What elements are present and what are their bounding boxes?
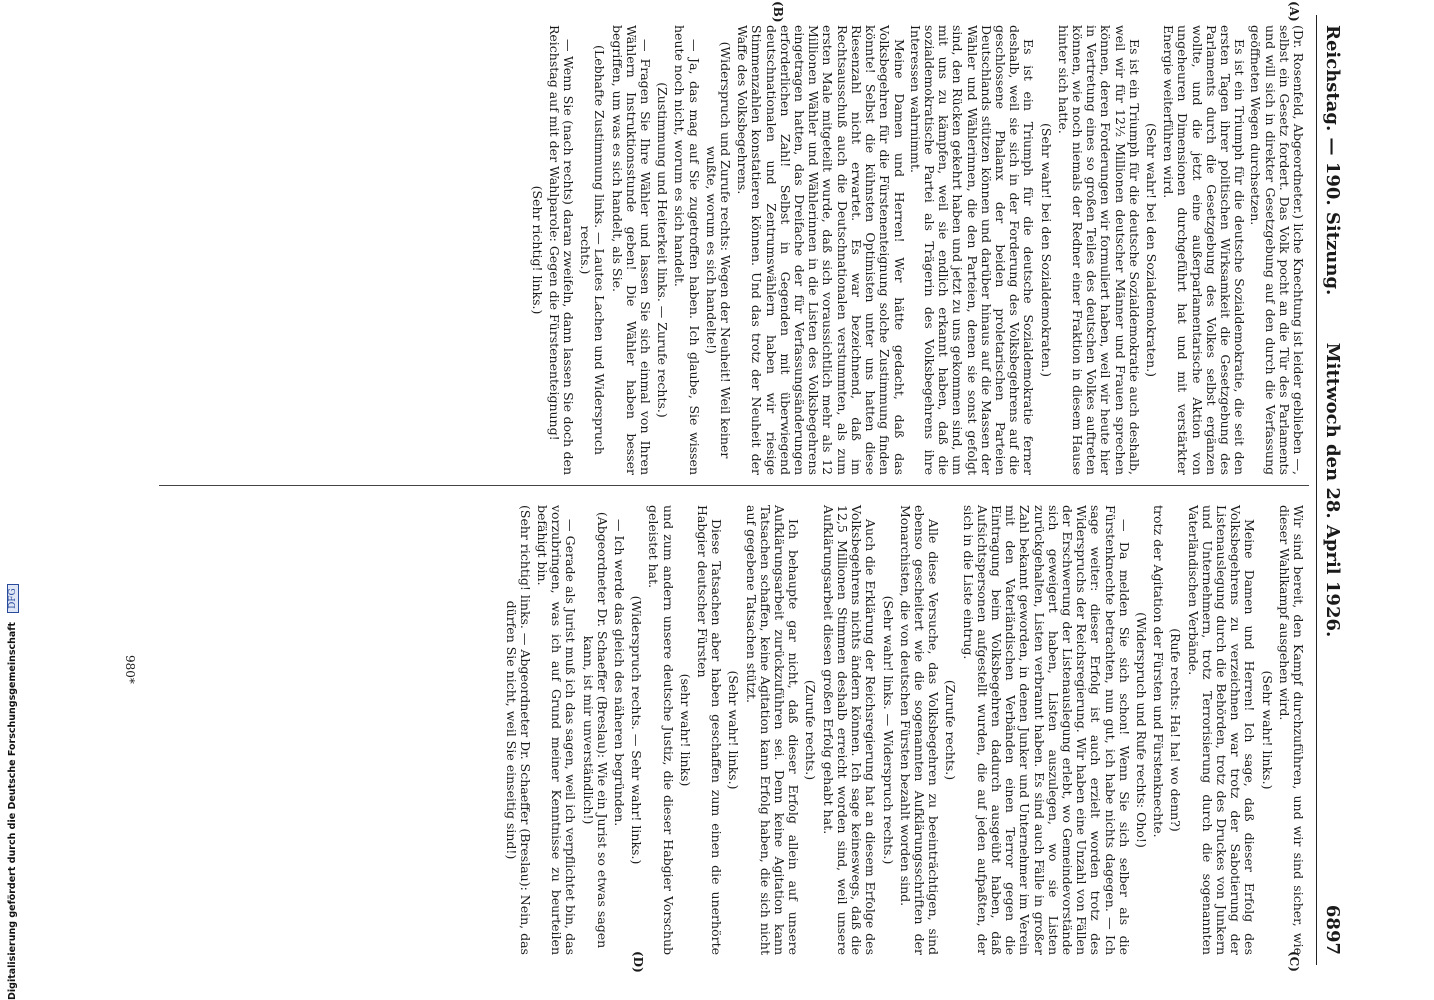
- right-text-column: [500, 505, 1305, 955]
- footer-credit: [0, 0, 16, 1000]
- interjection: (Sehr wahr! bei den Sozialdemokraten.): [1038, 122, 1054, 378]
- paragraph: — Ich werde das gleich des näheren begründen.: [612, 519, 628, 827]
- paragraph: Meine Damen und Herren! Ich sage, daß dieser Erfolg des Volksbegehrens zu verzeichnen war trotz der Sabotierung der Listenauslegung durch die Behörden, trotz des Druckes von Junkern und Unternehmern, trotz Terrorisierung durch die sogenannten Vaterländischen Verbände.: [1185, 505, 1258, 955]
- header-page-number: 6897: [1322, 904, 1343, 955]
- interjection: (Widerspruch rechts. — Sehr wahr! links.): [629, 595, 645, 865]
- interjection: (Zurufe rechts.): [803, 679, 819, 781]
- margin-marker-d: (D): [631, 951, 645, 973]
- interjection: (Abgeordneter Dr. Schaeffer (Breslau): Wie ein Jurist so etwas sagen kann, ist mir unverständlich!): [580, 511, 610, 949]
- interjection: (Sehr wahr! bei den Sozialdemokraten.): [1143, 122, 1159, 378]
- header-session: Reichstag. — 190. Sitzung.: [1322, 25, 1343, 296]
- paragraph: Wir sind bereit, den Kampf durchzuführen, und wir sind sicher, wie dieser Wahlkampf ausgehen wird.: [1276, 505, 1306, 955]
- interjection: (Zurufe rechts.): [943, 679, 959, 781]
- paragraph: (Dr. Rosenfeld, Abgeordneter.) liche Knechtung ist leider geblieben —, selbst ein Gesetz fordert. Das Volk pocht an die Tür des Parlaments und will sich in direkter Gesetzgebung auf den durch die Verfassung geöffneten Wegen durchsetzen.: [1248, 25, 1306, 475]
- margin-marker-a: (A): [1287, 1, 1301, 22]
- interjection: (Zustimmung und Heiterkeit links. — Zurufe rechts.): [655, 82, 671, 418]
- interjection: (Widerspruch und Zurufe rechts: Wegen der Neuheit! Weil keiner wußte, worum es sich handelte!): [703, 41, 734, 459]
- margin-marker-c: (C): [1287, 951, 1301, 972]
- rotated-page-scan: [85, 1, 1345, 973]
- paragraph: Es ist ein Triumph für die deutsche Sozialdemokratie ferner deshalb, weil sie sich in der Forderung des Volksbegehrens auf die geschlossene Phalanx der beiden proletarischen Parteien Deutschlands stützen können und darüber hinaus auf die Massen der Wähler und Wählerinnen, die den Parteien, denen sie sonst gefolgt sind, den Rücken gekehrt haben und jetzt zu uns gekommen sind, um mit uns zu kämpfen, weil sie endlich erkannt haben, daß die sozialdemokratische Partei als Trägerin des Volksbegehrens ihre Interessen wahrnimmt.: [907, 25, 1037, 475]
- paragraph: Es ist ein Triumph für die deutsche Sozialdemokratie, die seit den ersten Tagen ihrer politischen Wirksamkeit die Gesetzgebung des Parlaments durch die Gesetzgebung des Volkes selbst ergänzen wollte, und die jetzt eine außerparlamentarische Aktion von ungeheuren Dimensionen durchgeführt hat und mit verstärkter Energie weiterführen wird.: [1161, 25, 1248, 475]
- paragraph: — Ja, das mag auf Sie zugetroffen haben. Ich glaube, Sie wissen heute noch nicht, worum es sich handelt.: [672, 25, 702, 475]
- paragraph: Ich behaupte gar nicht, daß dieser Erfolg allein auf unsere Aufklärungsarbeit zurückzuführen sei. Denn keine Agitation kann Tatsachen schaffen, keine Agitation kann Erfolg haben, die sich nicht auf gegebene Tatsachen stützt.: [743, 505, 802, 955]
- left-text-column: [526, 25, 1305, 475]
- paragraph: Es ist ein Triumph für die deutsche Sozialdemokratie auch deshalb, weil wir für 12½ Millionen deutscher Männer und Frauen sprechen können, deren Forderungen wir formuliert haben, weil wir heute hier in Vertretung eines so großen Teiles des deutschen Volkes auftreten können, wie noch niemals der Redner einer Fraktion in diesem Hause hinter sich hatte.: [1055, 25, 1142, 475]
- interjection: (Sehr wahr! links.): [1259, 670, 1275, 790]
- interjection: (Rufe rechts: Ha! ha! wo denn?): [1168, 628, 1184, 832]
- paragraph: Diese Tatsachen aber haben geschaffen zum einen die unerhörte Habgier deutscher Fürsten: [695, 505, 725, 955]
- column-divider: [159, 485, 1309, 486]
- interjection: (sehr wahr! links): [677, 673, 693, 787]
- page-header: [1316, 15, 1345, 965]
- interjection: (Sehr richtig! links.): [529, 185, 545, 315]
- sheet-number: 980*: [123, 655, 137, 684]
- interjection: (Sehr wahr! links.): [726, 670, 742, 790]
- paragraph: — Fragen Sie Ihre Wähler und lassen Sie sich einmal von Ihren Wählern Instruktionsstunde geben! Die Wähler haben besser begriffen, um was es sich handelt, als Sie.: [609, 25, 654, 475]
- margin-marker-b: (B): [771, 1, 785, 23]
- paragraph: und zum andern unsere deutsche Justiz, die dieser Habgier Vorschub geleistet hat.: [646, 505, 676, 955]
- header-date: Mittwoch den 28. April 1926.: [1322, 342, 1343, 638]
- interjection: (Sehr richtig! links. — Abgeordneter Dr. Schaeffer (Breslau): Nein, das dürfen Sie nicht, weil Sie einseitig sind!): [503, 505, 533, 955]
- interjection: (Lebhafte Zustimmung links. — Lautes Lachen und Widerspruch rechts.): [578, 45, 608, 455]
- dfg-logo-icon: DFG: [7, 584, 19, 613]
- paragraph: — Gerade als Jurist muß ich das sagen, weil ich verpflichtet bin, das vorzubringen, was ich auf Grund meiner Kenntnisse zu beurteilen befähigt bin.: [535, 505, 579, 955]
- paragraph: Meine Damen und Herren! Wer hätte gedacht, daß das Volksbegehren für die Fürstenenteignung solche Zustimmung finden könnte! Selbst die kühnsten Optimisten unter uns hatten diese Riesenzahl nicht erwartet. Es war bezeichnend, daß im Rechtsausschuß auch die Deutschnationalen verstummten, als zum ersten Male mitgeteilt wurde, daß sich voraussichtlich mehr als 12 Millionen Wähler und Wählerinnen in die Listen des Volksbegehrens eingetragen hatten, das Dreifache der für Verfassungsänderungen erforderlichen Zahl! Selbst in Gegenden mit überwiegend deutschnationalen und Zentrumswählern haben wir riesige Stimmenzahlen konstatieren können. Und das trotz der Neuheit der Waffe des Volksbegehrens.: [735, 25, 907, 475]
- paragraph: — Da melden Sie sich schon! Wenn Sie sich selber als die Fürstenknechte betrachten, nun gut, ich habe nichts dagegen. — Ich sage weiter: dieser Erfolg ist auch erzielt worden trotz des Widerspruchs der Reichsregierung. Wir haben eine Unzahl von Fällen der Erschwerung der Listenauslegung erlebt, wo Gemeindevorstände sich geweigert haben, Listen auszulegen, wo sie Listen zurückgehalten, Listen verbrannt haben. Es sind auch Fälle in großer Zahl bekannt geworden, in denen Junker und Unternehmer im Verein mit den Vaterländischen Verbänden einen Terror gegen die Eintragung beim Volksbegehren dadurch ausgeübt haben, daß Aufsichtspersonen aufgestellt wurden, die auf jeden aufpaßten, der sich in die Liste eintrug.: [960, 505, 1132, 955]
- paragraph: — Wenn Sie (nach rechts) daran zweifeln, dann lassen Sie doch den Reichstag auf mit der Wahlparole: Gegen die Fürstenenteignung!: [546, 25, 577, 475]
- paragraph: Alle diese Versuche, das Volksbegehren zu beeinträchtigen, sind ebenso gescheitert wie die sogenannten Aufklärungsschriften der Monarchisten, die von deutschen Fürsten bezahlt worden sind.: [897, 505, 942, 955]
- interjection: (Sehr wahr! links. — Widerspruch rechts.): [880, 595, 896, 865]
- interjection: (Widerspruch und Rufe rechts: Oho!): [1133, 612, 1149, 848]
- paragraph: Auch die Erklärung der Reichsregierung hat an diesem Erfolge des Volksbegehrens nichts ändern können. Ich sage keineswegs, daß die 12,5 Millionen Stimmen deshalb erreicht worden sind, weil unsere Aufklärungsarbeit diesen großen Erfolg gehabt hat.: [820, 505, 879, 955]
- footer-text: Digitalisierung gefördert durch die Deutsche Forschungsgemeinschaft: [7, 622, 18, 1000]
- paragraph: trotz der Agitation der Fürsten und Fürstenknechte.: [1151, 505, 1167, 838]
